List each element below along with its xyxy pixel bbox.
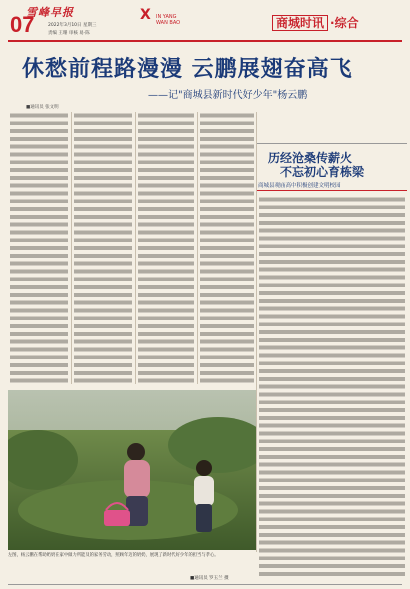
sidebar-top-rule: [257, 143, 407, 144]
column-divider: [256, 112, 257, 552]
issue-date: 2022年3月10日 星期三: [48, 23, 97, 28]
editor-credits: 责编 王珊 审核 易·陈: [48, 31, 90, 36]
masthead-rule: [8, 40, 402, 42]
section-suffix: ·综合: [330, 16, 359, 30]
column-divider: [135, 112, 136, 384]
article-photo: [8, 390, 256, 550]
column-divider: [197, 112, 198, 384]
page-bottom-rule: [8, 584, 402, 585]
paper-mark: [140, 7, 181, 26]
article-subhead: ——记"商城县新时代好少年"杨云鹏: [148, 90, 308, 101]
article-byline: ■通讯员 张文明: [26, 105, 59, 110]
page-number: 07: [10, 12, 35, 37]
section-label: 商城时讯: [272, 15, 328, 31]
sidebar-deck-rule: [257, 190, 407, 191]
article-column-1: [10, 112, 68, 384]
column-divider: [71, 112, 72, 384]
article-column-3: [138, 112, 194, 384]
article-column-2: [74, 112, 132, 384]
paper-mark-text: IN YANG WAN BAO: [156, 14, 181, 26]
photo-caption: 左图，杨云鹏在帮助奶奶在家中做力所能及的家务劳动，照顾年迈的奶奶，展现了新时代好少年的担当与孝心。: [8, 553, 219, 558]
photo-illustration: [8, 390, 256, 550]
sidebar-headline: 历经沧桑传薪火: [268, 151, 353, 165]
article-column-4: [200, 112, 254, 384]
paper-mark-letter: X: [140, 7, 151, 23]
sidebar-body-text: [259, 196, 405, 578]
paper-logo: 雪峰早报: [26, 6, 74, 19]
photo-credit: ■通讯员 罗玉兰 摄: [190, 576, 229, 581]
section-header: [272, 14, 359, 31]
article-headline: 休愁前程路漫漫 云鹏展翅奋高飞: [22, 56, 353, 82]
sidebar-subheadline: 不忘初心育栋梁: [280, 165, 365, 179]
sidebar-deck: 商城县观庙高中积极创建文明校园: [258, 183, 341, 189]
